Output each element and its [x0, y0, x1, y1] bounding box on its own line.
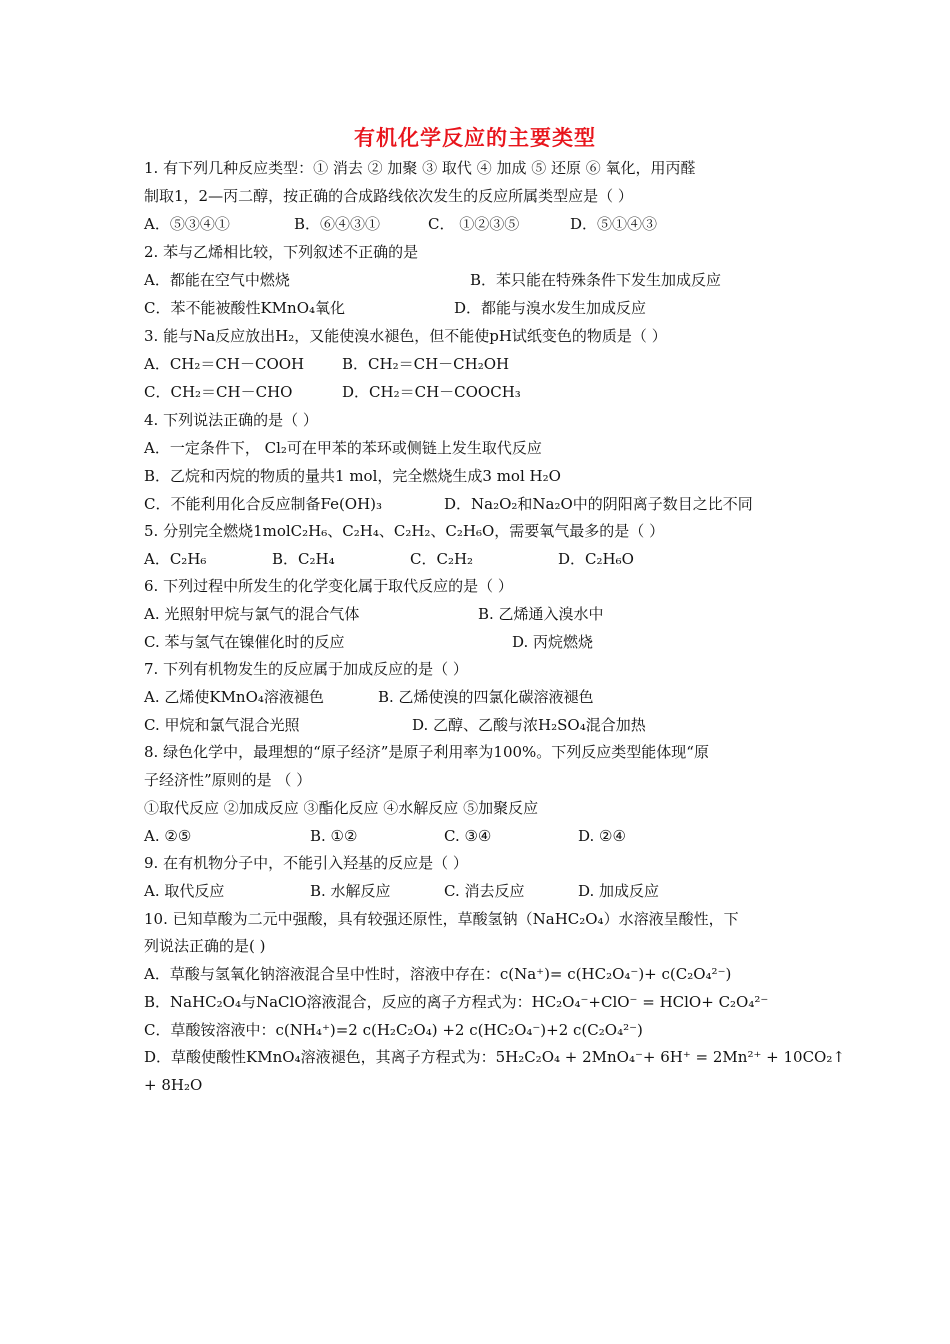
question-1-option-d: D．⑤①④③: [570, 215, 658, 233]
question-10-option-d-cont: + 8H₂O: [144, 1076, 203, 1094]
question-7-option-c: C. 甲烷和氯气混合光照: [144, 716, 300, 734]
question-2-stem: 2. 苯与乙烯相比较，下列叙述不正确的是: [144, 243, 419, 261]
question-9-option-d: D. 加成反应: [578, 882, 660, 900]
question-1-stem: 1. 有下列几种反应类型：① 消去 ② 加聚 ③ 取代 ④ 加成 ⑤ 还原 ⑥ 氧化，用丙醛: [144, 159, 696, 177]
question-2-option-d: D．都能与溴水发生加成反应: [454, 299, 647, 317]
question-1-stem-cont: 制取1，2—丙二醇，按正确的合成路线依次发生的反应所属类型应是（ ）: [144, 187, 633, 205]
question-4-option-b: B．乙烷和丙烷的物质的量共1 mol，完全燃烧生成3 mol H₂O: [144, 467, 561, 485]
question-8-stem: 8. 绿色化学中，最理想的“原子经济”是原子利用率为100%。下列反应类型能体现“原: [144, 743, 709, 761]
question-5-stem: 5. 分别完全燃烧1molC₂H₆、C₂H₄、C₂H₂、C₂H₆O，需要氧气最多的是（ ）: [144, 522, 665, 540]
question-10-option-b: B．NaHC₂O₄与NaClO溶液混合，反应的离子方程式为：HC₂O₄⁻+ClO⁻ = HClO+ C₂O₄²⁻: [144, 993, 769, 1011]
question-9-option-b: B. 水解反应: [310, 882, 391, 900]
question-10-stem-cont: 列说法正确的是( ): [144, 937, 266, 955]
question-10-option-c: C．草酸铵溶液中：c(NH₄⁺)=2 c(H₂C₂O₄) +2 c(HC₂O₄⁻)+2 c(C₂O₄²⁻): [144, 1021, 643, 1039]
question-9-stem: 9. 在有机物分子中，不能引入羟基的反应是（ ）: [144, 854, 468, 872]
question-9-option-a: A. 取代反应: [144, 882, 225, 900]
question-8-options-list: ①取代反应 ②加成反应 ③酯化反应 ④水解反应 ⑤加聚反应: [144, 799, 539, 817]
question-6-option-c: C. 苯与氢气在镍催化时的反应: [144, 633, 345, 651]
question-4-option-a: A．一定条件下， Cl₂可在甲苯的苯环或侧链上发生取代反应: [144, 439, 542, 457]
question-7-option-a: A. 乙烯使KMnO₄溶液褪色: [144, 688, 324, 706]
question-8-option-a: A. ②⑤: [144, 827, 192, 845]
question-2-option-b: B．苯只能在特殊条件下发生加成反应: [470, 271, 722, 289]
question-6-option-a: A. 光照射甲烷与氯气的混合气体: [144, 605, 360, 623]
question-4-option-c: C．不能利用化合反应制备Fe(OH)₃: [144, 495, 383, 513]
question-5-option-c: C．C₂H₂: [410, 550, 474, 568]
question-10-option-d: D．草酸使酸性KMnO₄溶液褪色，其离子方程式为：5H₂C₂O₄ + 2MnO₄⁻+ 6H⁺ = 2Mn²⁺ + 10CO₂↑: [144, 1048, 845, 1066]
question-2-option-a: A．都能在空气中燃烧: [144, 271, 290, 289]
question-1-option-c: C． ①②③⑤: [428, 215, 520, 233]
question-10-option-a: A．草酸与氢氧化钠溶液混合呈中性时，溶液中存在：c(Na⁺)= c(HC₂O₄⁻)+ c(C₂O₄²⁻): [144, 965, 732, 983]
question-8-option-c: C. ③④: [444, 827, 492, 845]
question-8-option-b: B. ①②: [310, 827, 358, 845]
question-7-option-d: D. 乙醇、乙酸与浓H₂SO₄混合加热: [412, 716, 646, 734]
question-3-option-d: D．CH₂＝CH－COOCH₃: [342, 383, 521, 401]
question-3-option-c: C．CH₂＝CH－CHO: [144, 383, 293, 401]
question-7-stem: 7. 下列有机物发生的反应属于加成反应的是（ ）: [144, 660, 468, 678]
question-2-option-c: C．苯不能被酸性KMnO₄氧化: [144, 299, 346, 317]
question-1-option-b: B．⑥④③①: [294, 215, 381, 233]
question-8-option-d: D. ②④: [578, 827, 626, 845]
question-6-option-d: D. 丙烷燃烧: [512, 633, 594, 651]
question-7-option-b: B. 乙烯使溴的四氯化碳溶液褪色: [378, 688, 594, 706]
question-3-option-a: A．CH₂＝CH－COOH: [144, 355, 305, 373]
question-1-option-a: A．⑤③④①: [144, 215, 230, 233]
question-5-option-b: B．C₂H₄: [272, 550, 335, 568]
question-5-option-d: D．C₂H₆O: [558, 550, 634, 568]
question-4-option-d: D．Na₂O₂和Na₂O中的阴阳离子数目之比不同: [444, 495, 753, 513]
question-4-stem: 4. 下列说法正确的是（ ）: [144, 411, 318, 429]
page-title: 有机化学反应的主要类型: [354, 126, 596, 150]
question-6-stem: 6. 下列过程中所发生的化学变化属于取代反应的是（ ）: [144, 577, 513, 595]
question-3-option-b: B．CH₂＝CH－CH₂OH: [342, 355, 510, 373]
question-3-stem: 3. 能与Na反应放出H₂，又能使溴水褪色，但不能使pH试纸变色的物质是（ ）: [144, 327, 667, 345]
question-9-option-c: C. 消去反应: [444, 882, 525, 900]
question-5-option-a: A．C₂H₆: [144, 550, 207, 568]
question-10-stem: 10. 已知草酸为二元中强酸，具有较强还原性，草酸氢钠（NaHC₂O₄）水溶液呈酸性，下: [144, 910, 739, 928]
question-8-stem-cont: 子经济性”原则的是 （ ）: [144, 771, 312, 789]
question-6-option-b: B. 乙烯通入溴水中: [478, 605, 604, 623]
